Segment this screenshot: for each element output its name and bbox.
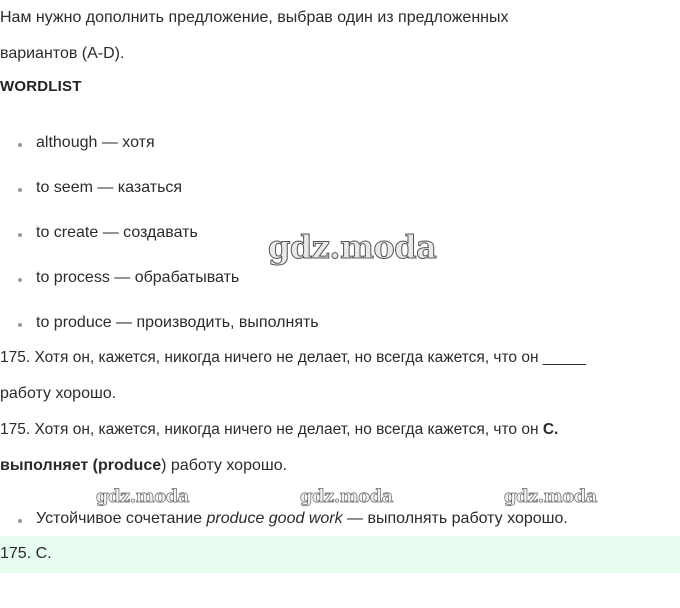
final-answer: 175. C. xyxy=(0,545,52,562)
wordlist-heading: WORDLIST xyxy=(0,78,82,95)
wordlist-item: to process — обрабатывать xyxy=(36,269,240,286)
bullet-icon xyxy=(18,323,22,327)
watermark-logo: gdz.moda xyxy=(268,228,437,266)
answer-box xyxy=(0,536,680,573)
bullet-icon xyxy=(18,519,22,523)
wordlist-item: although — хотя xyxy=(36,134,155,151)
usage-note xyxy=(36,510,568,528)
solution-line-2 xyxy=(0,457,287,475)
watermark-logo: gdz.moda xyxy=(300,486,393,507)
task-line-1: 175. Хотя он, кажется, никогда ничего не делает, но всегда кажется, что он _____ xyxy=(0,349,586,366)
bullet-icon xyxy=(18,278,22,282)
bullet-icon xyxy=(18,233,22,237)
watermark-logo: gdz.moda xyxy=(96,486,189,507)
note-suffix: — выполнять работу хорошо. xyxy=(342,510,568,527)
note-prefix: Устойчивое сочетание xyxy=(36,510,207,527)
solution-sentence: 175. Хотя он, кажется, никогда ничего не делает, но всегда кажется, что он xyxy=(0,421,543,438)
intro-line-2: вариантов (A-D). xyxy=(0,45,125,62)
task-line-2: работу хорошо. xyxy=(0,385,117,402)
wordlist-item: to seem — казаться xyxy=(36,179,183,196)
closing-paren: ) xyxy=(161,457,167,474)
wordlist-item: to create — создавать xyxy=(36,224,198,241)
note-phrase: produce good work xyxy=(206,510,343,527)
answer-letter: C. xyxy=(542,421,559,438)
bullet-icon xyxy=(18,143,22,147)
answer-english-word: produce xyxy=(98,457,162,474)
solution-rest: работу хорошо. xyxy=(166,457,288,474)
solution-line-1 xyxy=(0,421,558,439)
wordlist-item: to produce — производить, выполнять xyxy=(36,314,319,331)
watermark-logo: gdz.moda xyxy=(504,486,597,507)
answer-word: выполняет ( xyxy=(0,457,98,474)
intro-line-1: Нам нужно дополнить предложение, выбрав один из предложенных xyxy=(0,9,509,26)
bullet-icon xyxy=(18,188,22,192)
